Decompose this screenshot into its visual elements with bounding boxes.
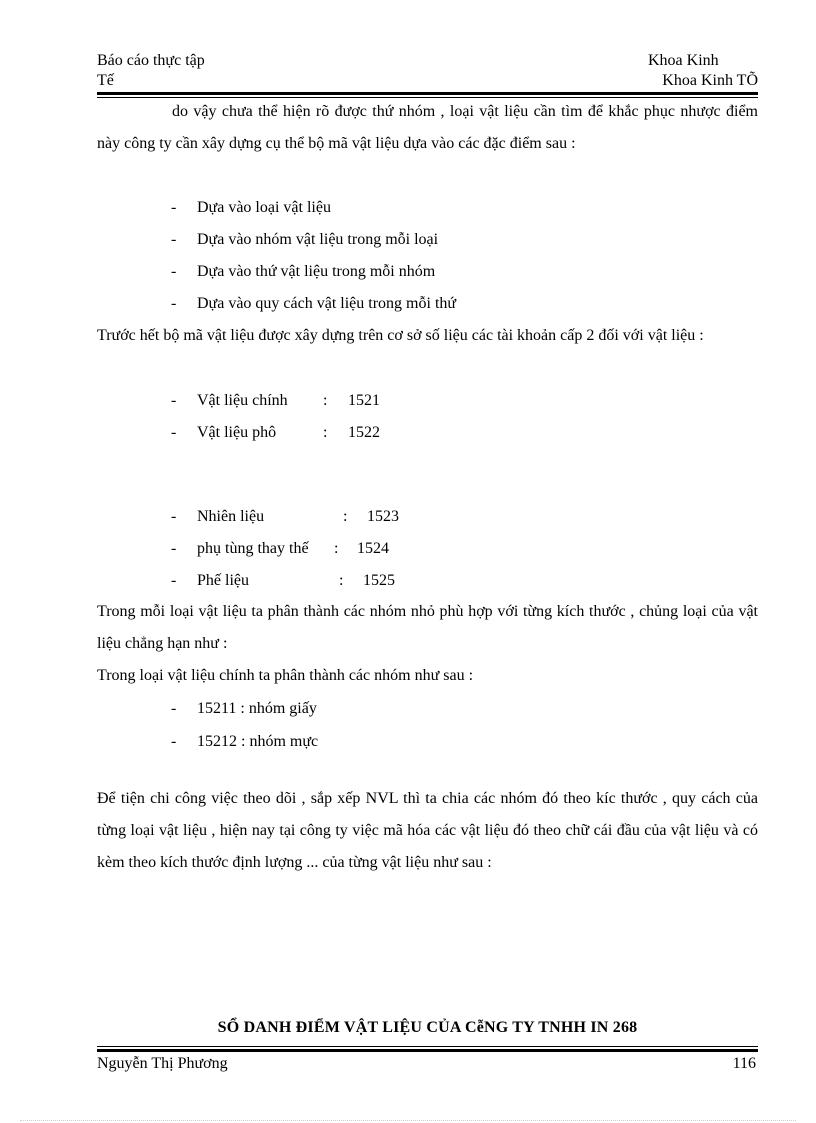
header-left-line2: Tế	[97, 72, 114, 89]
criteria-text: Dựa vào nhóm vật liệu trong mỗi loại	[197, 231, 439, 248]
footer-rule-thick	[97, 1049, 758, 1052]
paragraph-accounts-intro: Trước hết bộ mã vật liệu được xây dựng trên cơ sở số liệu các tài khoản cấp 2 đối với vật liệu :	[97, 327, 704, 344]
list-item: - 15211 : nhóm giấy	[171, 700, 317, 717]
account-name: Vật liệu chính	[197, 392, 288, 409]
section-title: SỔ DANH ĐIỂM VẬT LIỆU CỦA CễNG TY TNHH IN 268	[217, 1019, 638, 1036]
paragraph-coding: Để tiện chi công việc theo dõi , sắp xếp NVL thì ta chia các nhóm đó theo kíc thước , quy cách của từng loại vật liệu , hiện nay tại công ty việc mã hóa các vật liệu đó theo chữ cái đầu của vật liệu và có kèm theo kích thước định lượng ... của từng vật liệu như sau :	[97, 790, 758, 871]
account-item: - phụ tùng thay thế : 1524	[171, 540, 389, 557]
criteria-text: Dựa vào loại vật liệu	[197, 199, 331, 216]
account-item: - Phế liệu : 1525	[171, 572, 395, 589]
list-item: - 15212 : nhóm mực	[171, 733, 319, 750]
account-sep: :	[323, 424, 328, 441]
footer-rule-thin	[97, 1046, 758, 1047]
account-sep: :	[323, 392, 328, 409]
account-item: - Vật liệu chính : 1521	[171, 392, 380, 409]
account-item: - Nhiên liệu : 1523	[171, 508, 399, 525]
footer-author: Nguyễn Thị Phương	[97, 1055, 228, 1072]
paragraph-groups-intro: Trong mỗi loại vật liệu ta phân thành các nhóm nhỏ phù hợp với từng kích thước , chủng loại của vật liệu chẳng hạn như :	[97, 603, 758, 652]
group-text: 15211 : nhóm giấy	[197, 700, 317, 717]
account-name: phụ tùng thay thế	[197, 540, 309, 557]
page-number: 116	[732, 1055, 756, 1072]
paragraph-main-groups: Trong loại vật liệu chính ta phân thành các nhóm như sau :	[97, 667, 474, 684]
account-name: Phế liệu	[197, 572, 249, 589]
account-item: - Vật liệu phô : 1522	[171, 424, 380, 441]
list-item: - Dựa vào thứ vật liệu trong mỗi nhóm	[171, 263, 436, 280]
account-code: 1522	[348, 424, 380, 441]
account-code: 1523	[367, 508, 399, 525]
criteria-text: Dựa vào thứ vật liệu trong mỗi nhóm	[197, 263, 436, 280]
header-left-line1: Báo cáo thực tập	[97, 52, 205, 69]
list-item: - Dựa vào nhóm vật liệu trong mỗi loại	[171, 231, 439, 248]
header-right-line1: Khoa Kinh	[648, 52, 719, 69]
paragraph-intro: do vậy chưa thể hiện rõ được thứ nhóm , loại vật liệu cần tìm để khắc phục nhược điểm này công ty cần xây dựng cụ thể bộ mã vật liệu dựa vào các đặc điểm sau :	[97, 103, 758, 152]
page-edge-divider	[20, 1120, 796, 1121]
account-code: 1525	[363, 572, 395, 589]
header-rule-thick	[97, 92, 758, 95]
account-sep: :	[343, 508, 348, 525]
account-sep: :	[334, 540, 339, 557]
criteria-text: Dựa vào quy cách vật liệu trong mỗi thứ	[197, 295, 457, 312]
list-item: - Dựa vào quy cách vật liệu trong mỗi thứ	[171, 295, 457, 312]
account-sep: :	[339, 572, 344, 589]
list-item: - Dựa vào loại vật liệu	[171, 199, 331, 216]
group-text: 15212 : nhóm mực	[197, 733, 319, 750]
account-code: 1524	[357, 540, 389, 557]
header-right-line2: Khoa Kinh TÕ	[662, 72, 758, 89]
account-name: Vật liệu phô	[197, 424, 277, 441]
account-code: 1521	[348, 392, 380, 409]
account-name: Nhiên liệu	[197, 508, 265, 525]
